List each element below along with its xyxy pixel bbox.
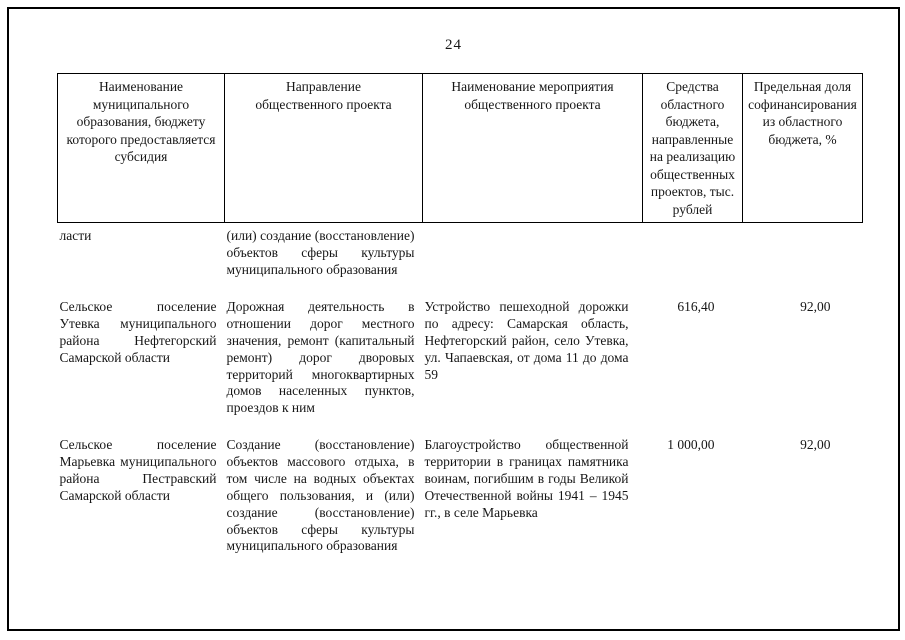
cell-municipality: Сельское поселение Утевка муниципального района Нефтегорский Самарской области bbox=[59, 299, 217, 365]
cell-budget-funds: 616,40 bbox=[677, 299, 715, 314]
cell-cofinancing-share: 92,00 bbox=[800, 437, 831, 453]
subsidy-table bbox=[57, 73, 863, 557]
column-header-municipality: Наименование муниципального образования, бюджету которого предоставляется субсидия bbox=[58, 74, 225, 223]
cell-municipality: Сельское поселение Марьевка муниципального района Пестравский Самарской области bbox=[59, 437, 217, 503]
column-header-budget-funds: Средства областного бюджета, направленные на реализацию общественных проектов, тыс. рублей bbox=[643, 74, 743, 223]
cell-project-direction: Создание (восстановление) объектов массового отдыха, в том числе на водных объектах общего пользования, и (или) создание (восстановление) объектов сферы культуры муниципального образования bbox=[226, 437, 415, 554]
cell-budget-funds bbox=[643, 223, 743, 281]
table-header-row bbox=[58, 74, 863, 223]
cell-event-name: Благоустройство общественной территории в границах памятника воинам, погибшим в годы Великой Отечественной войны 1941 – 1945 гг., в селе Марьевка bbox=[424, 437, 629, 520]
column-header-cofinancing-share: Предельная доля софинансирования из областного бюджета, % bbox=[743, 74, 863, 223]
cell-event-name: Устройство пешеходной дорожки по адресу: Самарская область, Нефтегорский район, село Утевка, ул. Чапаевская, от дома 11 до дома 59 bbox=[424, 299, 629, 382]
cell-budget-funds: 1 000,00 bbox=[667, 437, 715, 453]
page-border bbox=[7, 7, 900, 631]
column-header-project-direction: Направление общественного проекта bbox=[225, 74, 423, 223]
cell-project-direction: (или) создание (восстановление) объектов сферы культуры муниципального образования bbox=[226, 228, 415, 278]
cell-cofinancing-share bbox=[743, 223, 863, 281]
cell-event-name bbox=[423, 223, 643, 281]
column-header-event-name: Наименование мероприятия общественного проекта bbox=[423, 74, 643, 223]
cell-municipality: ласти bbox=[59, 228, 92, 244]
table-row bbox=[58, 281, 863, 419]
cell-project-direction: Дорожная деятельность в отношении дорог местного значения, ремонт (капитальный ремонт) дорог дворовых территорий многоквартирных домов населенных пунктов, проездов к ним bbox=[226, 299, 415, 416]
table-row bbox=[58, 419, 863, 557]
page-number: 24 bbox=[445, 37, 462, 53]
cell-cofinancing-share: 92,00 bbox=[800, 299, 831, 314]
table-row bbox=[58, 223, 863, 281]
